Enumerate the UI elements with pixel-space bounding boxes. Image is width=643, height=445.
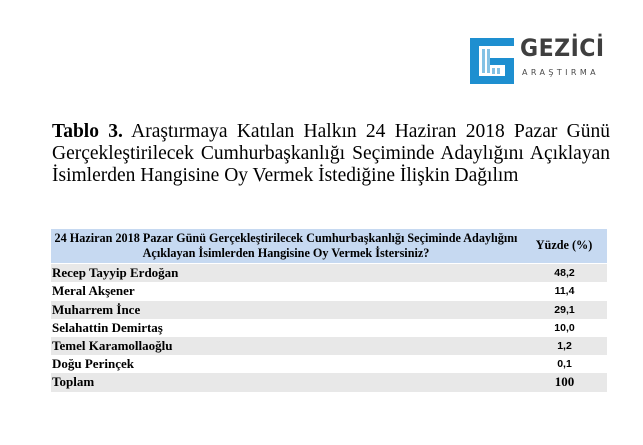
caption-label: Tablo 3.: [52, 121, 123, 142]
table-row: [51, 282, 607, 300]
candidate-percent: 48,2: [521, 264, 607, 283]
candidate-name: Doğu Perinçek: [52, 356, 134, 372]
candidate-name: Recep Tayyip Erdoğan: [51, 264, 521, 283]
total-percent: 100: [521, 373, 607, 391]
table-header-row: [51, 229, 607, 264]
gezici-logo: [470, 34, 610, 90]
table-row: [51, 319, 607, 337]
logo-tagline: ARAŞTIRMA: [522, 68, 600, 77]
candidate-name: Selahattin Demirtaş: [52, 319, 163, 335]
candidate-name: Temel Karamollaoğlu: [51, 337, 521, 355]
percent-header: Yüzde (%): [521, 229, 607, 264]
results-table: [51, 229, 607, 392]
table-row: [51, 355, 607, 373]
table-row: [51, 301, 607, 319]
candidate-percent: 11,4: [554, 285, 575, 298]
total-row: [51, 373, 607, 391]
candidate-percent: 29,1: [521, 301, 607, 319]
caption-text: Araştırmaya Katılan Halkın 24 Haziran 2018 Pazar Günü Gerçekleştirilecek Cumhurbaşkanlığı Seçiminde Adaylığını Açıklayan İsimlerden Hangisine Oy Vermek İstediğine İlişkin Dağılım: [52, 121, 610, 187]
candidate-name: Muharrem İnce: [51, 301, 521, 319]
gezici-logo-mark-icon: [470, 38, 514, 84]
candidate-percent: 1,2: [521, 337, 607, 355]
table-row: [51, 264, 607, 283]
question-header: 24 Haziran 2018 Pazar Günü Gerçekleştirilecek Cumhurbaşkanlığı Seçiminde Adaylığını Açıklayan İsimlerden Hangisine Oy Vermek İstersiniz?: [51, 229, 521, 264]
table-caption: [52, 121, 610, 188]
logo-name: GEZİCİ: [520, 34, 605, 62]
table-row: [51, 337, 607, 355]
candidate-name: Meral Akşener: [52, 283, 135, 299]
total-label: Toplam: [51, 373, 521, 391]
candidate-percent: 0,1: [557, 358, 572, 371]
candidate-percent: 10,0: [554, 321, 575, 334]
